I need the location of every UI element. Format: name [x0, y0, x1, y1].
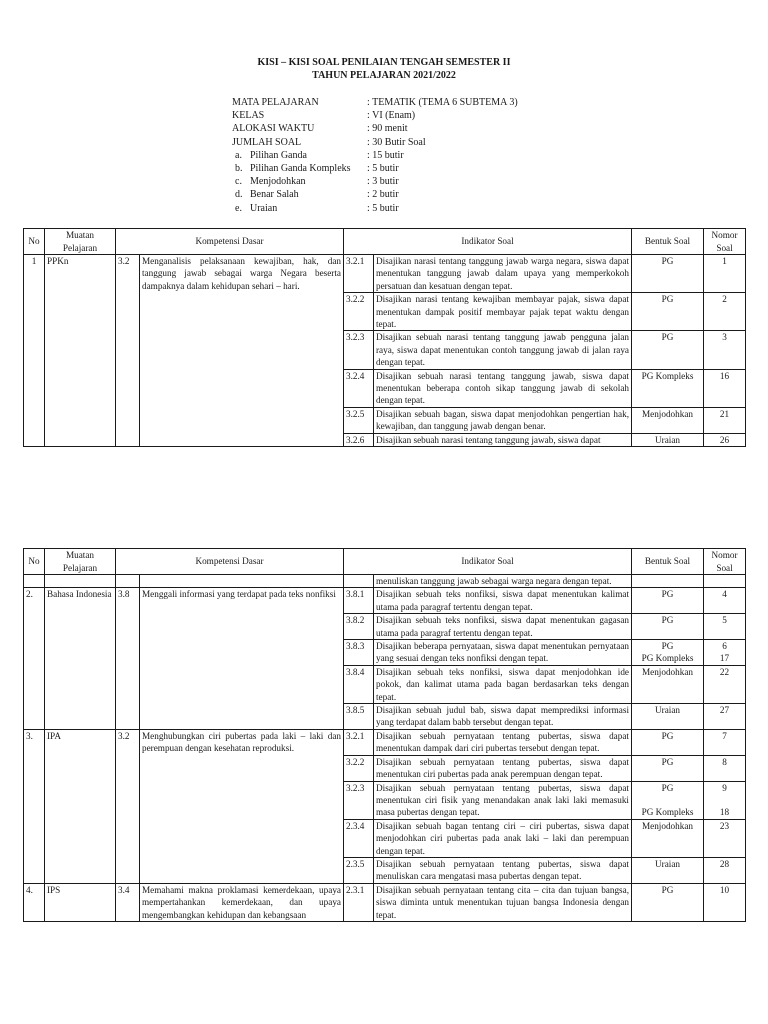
- soal-type-row: [232, 149, 518, 162]
- soal-type-value: : 2 butir: [367, 189, 399, 201]
- indikator-text: Disajikan sebuah narasi tentang tanggung jawab, siswa dapat: [374, 433, 632, 446]
- row-muatan: IPA: [45, 729, 116, 883]
- kisi-table-page1: [23, 228, 746, 447]
- kd-text: Menganalisis pelaksanaan kewajiban, hak, dan tanggung jawab sebagai warga Negara beserta dampaknya dalam kehidupan sehari – hari.: [140, 255, 344, 447]
- soal-type-letter: c.: [235, 176, 242, 188]
- bentuk-soal: Menjodohkan: [632, 665, 704, 703]
- indikator-text: Disajikan sebuah judul bab, siswa dapat memprediksi informasi yang terdapat dalam babb tersebut dengan tepat.: [374, 704, 632, 730]
- indikator-text: Disajikan sebuah pernyataan tentang cita – cita dan tujuan bangsa, siswa diminta untuk menentukan tujuan bangsa Indonesia dengan tepat.: [374, 883, 632, 921]
- indikator-number: 3.8.5: [344, 704, 374, 730]
- indikator-number: 3.2.4: [344, 369, 374, 407]
- header-indikator-soal: Indikator Soal: [344, 229, 632, 255]
- header-muatan: [45, 229, 116, 255]
- nomor-soal-1: 9: [722, 782, 727, 793]
- soal-type-row: [232, 188, 518, 201]
- header-kompetensi-dasar: Kompetensi Dasar: [116, 549, 344, 575]
- info-row: [232, 136, 518, 149]
- indikator-number: 3.8.1: [344, 588, 374, 614]
- nomor-soal-2: 17: [719, 653, 730, 664]
- bentuk-soal: Uraian: [632, 433, 704, 446]
- info-row: [232, 109, 518, 122]
- kd-number: 3.2: [116, 729, 140, 883]
- soal-type-letter: d.: [235, 189, 243, 201]
- nomor-soal: 28: [704, 857, 746, 883]
- header-muatan-line1: Muatan: [65, 550, 95, 561]
- kd-text: Memahami makna proklamasi kemerdekaan, upaya mempertahankan kemerdekaan, dan upaya mengembangkan kehidupan dan kebangsaan: [140, 883, 344, 921]
- soal-type-name: Menjodohkan: [250, 176, 306, 188]
- info-value: : 30 Butir Soal: [367, 136, 426, 148]
- row-no: 2.: [24, 588, 45, 729]
- indikator-text: Disajikan sebuah bagan tentang ciri – ciri pubertas, siswa dapat menjodohkan ciri pubertas pada anak laki – laki dan perempuan dengan tepat.: [374, 819, 632, 857]
- empty-cell: [704, 575, 746, 588]
- indikator-text: Disajikan sebuah teks nonfiksi, siswa dapat menjodohkan ide pokok, dan kalimat utama pada bagan berdasarkan teks dengan tepat.: [374, 665, 632, 703]
- bentuk-soal: PG: [632, 588, 704, 614]
- indikator-number: 3.2.3: [344, 331, 374, 369]
- bentuk-soal: Menjodohkan: [632, 819, 704, 857]
- nomor-soal: [704, 640, 746, 666]
- bentuk-soal-1: PG: [661, 782, 674, 793]
- indikator-text: Disajikan beberapa pernyataan, siswa dapat menentukan pernyataan yang sesuai dengan teks nonfiksi dengan tepat.: [374, 640, 632, 666]
- empty-cell: [344, 575, 374, 588]
- subject-info: [232, 96, 518, 215]
- soal-type-label: [232, 188, 367, 201]
- bentuk-soal: PG: [632, 331, 704, 369]
- soal-type-letter: a.: [235, 149, 242, 161]
- nomor-soal: 27: [704, 704, 746, 730]
- soal-type-name: Pilihan Ganda: [250, 149, 307, 161]
- bentuk-soal: Menjodohkan: [632, 407, 704, 433]
- indikator-number: 3.2.6: [344, 433, 374, 446]
- nomor-soal: 7: [704, 729, 746, 755]
- kd-number: 3.8: [116, 588, 140, 729]
- row-no: 1: [24, 255, 45, 447]
- table-row-continuation: [24, 575, 746, 588]
- bentuk-soal-2: PG Kompleks: [641, 653, 694, 664]
- bentuk-soal: Uraian: [632, 704, 704, 730]
- nomor-soal-2: 18: [719, 807, 730, 818]
- indikator-number: 3.2.2: [344, 755, 374, 781]
- bentuk-soal-1: PG: [661, 641, 674, 652]
- indikator-number: 3.2.5: [344, 407, 374, 433]
- soal-type-row: [232, 202, 518, 215]
- indikator-number: 3.8.3: [344, 640, 374, 666]
- kd-number: 3.4: [116, 883, 140, 921]
- bentuk-soal: PG: [632, 293, 704, 331]
- indikator-text: Disajikan sebuah narasi tentang tanggung jawab, siswa dapat menentukan beberapa contoh sikap tanggung jawab di sekolah dengan tepat.: [374, 369, 632, 407]
- soal-type-label: [232, 149, 367, 162]
- nomor-soal: 10: [704, 883, 746, 921]
- info-row: [232, 122, 518, 135]
- bentuk-soal: PG: [632, 255, 704, 293]
- indikator-text: Disajikan narasi tentang tanggung jawab warga negara, siswa dapat menentukan tanggung jawab dalam upaya yang memperkokoh persatuan dan kesatuan dengan tepat.: [374, 255, 632, 293]
- soal-type-name: Benar Salah: [250, 189, 299, 201]
- header-no: No: [24, 549, 45, 575]
- indikator-text: menuliskan tanggung jawab sebagai warga negara dengan tepat.: [374, 575, 632, 588]
- indikator-number: 2.3.1: [344, 883, 374, 921]
- table-row: [24, 588, 746, 614]
- nomor-soal: 3: [704, 331, 746, 369]
- soal-type-letter: b.: [235, 162, 243, 174]
- indikator-text: Disajikan sebuah bagan, siswa dapat menjodohkan pengertian hak, kewajiban, dan tanggung jawab dengan benar.: [374, 407, 632, 433]
- table-row: [24, 255, 746, 293]
- info-row: [232, 96, 518, 109]
- bentuk-soal: PG: [632, 755, 704, 781]
- bentuk-soal: PG: [632, 614, 704, 640]
- nomor-soal: 4: [704, 588, 746, 614]
- header-indikator-soal: Indikator Soal: [344, 549, 632, 575]
- indikator-number: 3.8.2: [344, 614, 374, 640]
- info-label: MATA PELAJARAN: [232, 97, 319, 108]
- info-value: : 90 menit: [367, 123, 408, 135]
- nomor-soal: 16: [704, 369, 746, 407]
- indikator-text: Disajikan sebuah pernyataan tentang pubertas, siswa dapat menentukan dampak dari ciri pubertas tersebut dengan tepat.: [374, 729, 632, 755]
- empty-cell: [24, 575, 45, 588]
- nomor-soal: 1: [704, 255, 746, 293]
- kd-text: Menggali informasi yang terdapat pada teks nonfiksi: [140, 588, 344, 729]
- info-value: : VI (Enam): [367, 110, 416, 122]
- nomor-soal: 22: [704, 665, 746, 703]
- indikator-number: 2.3.5: [344, 857, 374, 883]
- header-nomor-line1: Nomor: [711, 230, 738, 241]
- indikator-text: Disajikan sebuah pernyataan tentang pubertas, siswa dapat menentukan ciri pubertas pada anak perempuan dengan tepat.: [374, 755, 632, 781]
- indikator-number: 3.2.3: [344, 781, 374, 819]
- soal-type-row: [232, 162, 518, 175]
- table-header-row: [24, 229, 746, 255]
- empty-cell: [632, 575, 704, 588]
- soal-type-label: [232, 175, 367, 188]
- table-row: [24, 729, 746, 755]
- info-label: KELAS: [232, 110, 265, 122]
- row-no: 4.: [24, 883, 45, 921]
- indikator-number: 3.8.4: [344, 665, 374, 703]
- info-label: ALOKASI WAKTU: [232, 123, 315, 135]
- empty-cell: [45, 575, 116, 588]
- soal-type-name: Uraian: [250, 202, 278, 214]
- header-no: No: [24, 229, 45, 255]
- soal-type-label: [232, 202, 367, 215]
- nomor-soal-1: 6: [722, 641, 727, 652]
- indikator-number: 3.2.2: [344, 293, 374, 331]
- soal-type-value: : 15 butir: [367, 149, 404, 161]
- document-title: KISI – KISI SOAL PENILAIAN TENGAH SEMESTER II: [257, 57, 511, 68]
- header-bentuk-soal: Bentuk Soal: [632, 549, 704, 575]
- info-value: : TEMATIK (TEMA 6 SUBTEMA 3): [367, 97, 518, 108]
- nomor-soal: 5: [704, 614, 746, 640]
- row-muatan: Bahasa Indonesia: [45, 588, 116, 729]
- indikator-text: Disajikan narasi tentang kewajiban membayar pajak, siswa dapat menentukan dampak positif membayar pajak tepat waktu dengan tepat.: [374, 293, 632, 331]
- bentuk-soal-2: PG Kompleks: [641, 807, 694, 818]
- indikator-text: Disajikan sebuah teks nonfiksi, siswa dapat menentukan kalimat utama pada paragraf tertentu dengan tepat.: [374, 588, 632, 614]
- header-kompetensi-dasar: Kompetensi Dasar: [116, 229, 344, 255]
- indikator-text: Disajikan sebuah teks nonfiksi, siswa dapat menentukan gagasan utama pada paragraf tertentu dengan tepat.: [374, 614, 632, 640]
- soal-type-value: : 5 butir: [367, 162, 399, 174]
- empty-cell: [140, 575, 344, 588]
- bentuk-soal: PG Kompleks: [632, 369, 704, 407]
- header-nomor-line1: Nomor: [711, 550, 738, 561]
- indikator-number: 3.2.1: [344, 729, 374, 755]
- row-muatan: IPS: [45, 883, 116, 921]
- bentuk-soal: PG: [632, 883, 704, 921]
- nomor-soal: 23: [704, 819, 746, 857]
- soal-type-row: [232, 175, 518, 188]
- document-subtitle: TAHUN PELAJARAN 2021/2022: [312, 70, 456, 81]
- soal-type-value: : 5 butir: [367, 202, 399, 214]
- kd-text: Menghubungkan ciri pubertas pada laki – laki dan perempuan dengan kesehatan reproduksi.: [140, 729, 344, 883]
- bentuk-soal: PG: [632, 729, 704, 755]
- table-row: [24, 883, 746, 921]
- indikator-number: 3.2.1: [344, 255, 374, 293]
- soal-type-value: : 3 butir: [367, 176, 399, 188]
- indikator-number: 2.3.4: [344, 819, 374, 857]
- header-nomor-line2: Soal: [716, 242, 733, 253]
- indikator-text: Disajikan sebuah narasi tentang tanggung jawab pengguna jalan raya, siswa dapat menentukan contoh tanggung jawab di jalan raya dengan tepat.: [374, 331, 632, 369]
- row-muatan: PPKn: [45, 255, 116, 447]
- soal-type-letter: e.: [235, 202, 242, 214]
- header-nomor-soal: [704, 229, 746, 255]
- header-bentuk-soal: Bentuk Soal: [632, 229, 704, 255]
- nomor-soal: 26: [704, 433, 746, 446]
- header-nomor-line2: Soal: [716, 562, 733, 573]
- header-nomor-soal: [704, 549, 746, 575]
- indikator-text: Disajikan sebuah pernyataan tentang pubertas, siswa dapat menuliskan cara mengatasi masa pubertas dengan tepat.: [374, 857, 632, 883]
- nomor-soal: [704, 781, 746, 819]
- soal-type-label: [232, 162, 367, 175]
- info-label: JUMLAH SOAL: [232, 136, 302, 148]
- bentuk-soal: [632, 640, 704, 666]
- nomor-soal: 21: [704, 407, 746, 433]
- kisi-table-page2: [23, 548, 746, 922]
- header-muatan-line2: Pelajaran: [62, 562, 98, 573]
- indikator-text: Disajikan sebuah pernyataan tentang pubertas, siswa dapat menentukan ciri fisik yang menandakan anak laki laki memasuki masa pubertas dengan tepat.: [374, 781, 632, 819]
- header-muatan-line2: Pelajaran: [62, 242, 98, 253]
- table-header-row: [24, 549, 746, 575]
- bentuk-soal: [632, 781, 704, 819]
- header-muatan: [45, 549, 116, 575]
- kd-number: 3.2: [116, 255, 140, 447]
- nomor-soal: 2: [704, 293, 746, 331]
- nomor-soal: 8: [704, 755, 746, 781]
- empty-cell: [116, 575, 140, 588]
- header-muatan-line1: Muatan: [65, 230, 95, 241]
- soal-type-name: Pilihan Ganda Kompleks: [250, 162, 351, 174]
- bentuk-soal: Uraian: [632, 857, 704, 883]
- row-no: 3.: [24, 729, 45, 883]
